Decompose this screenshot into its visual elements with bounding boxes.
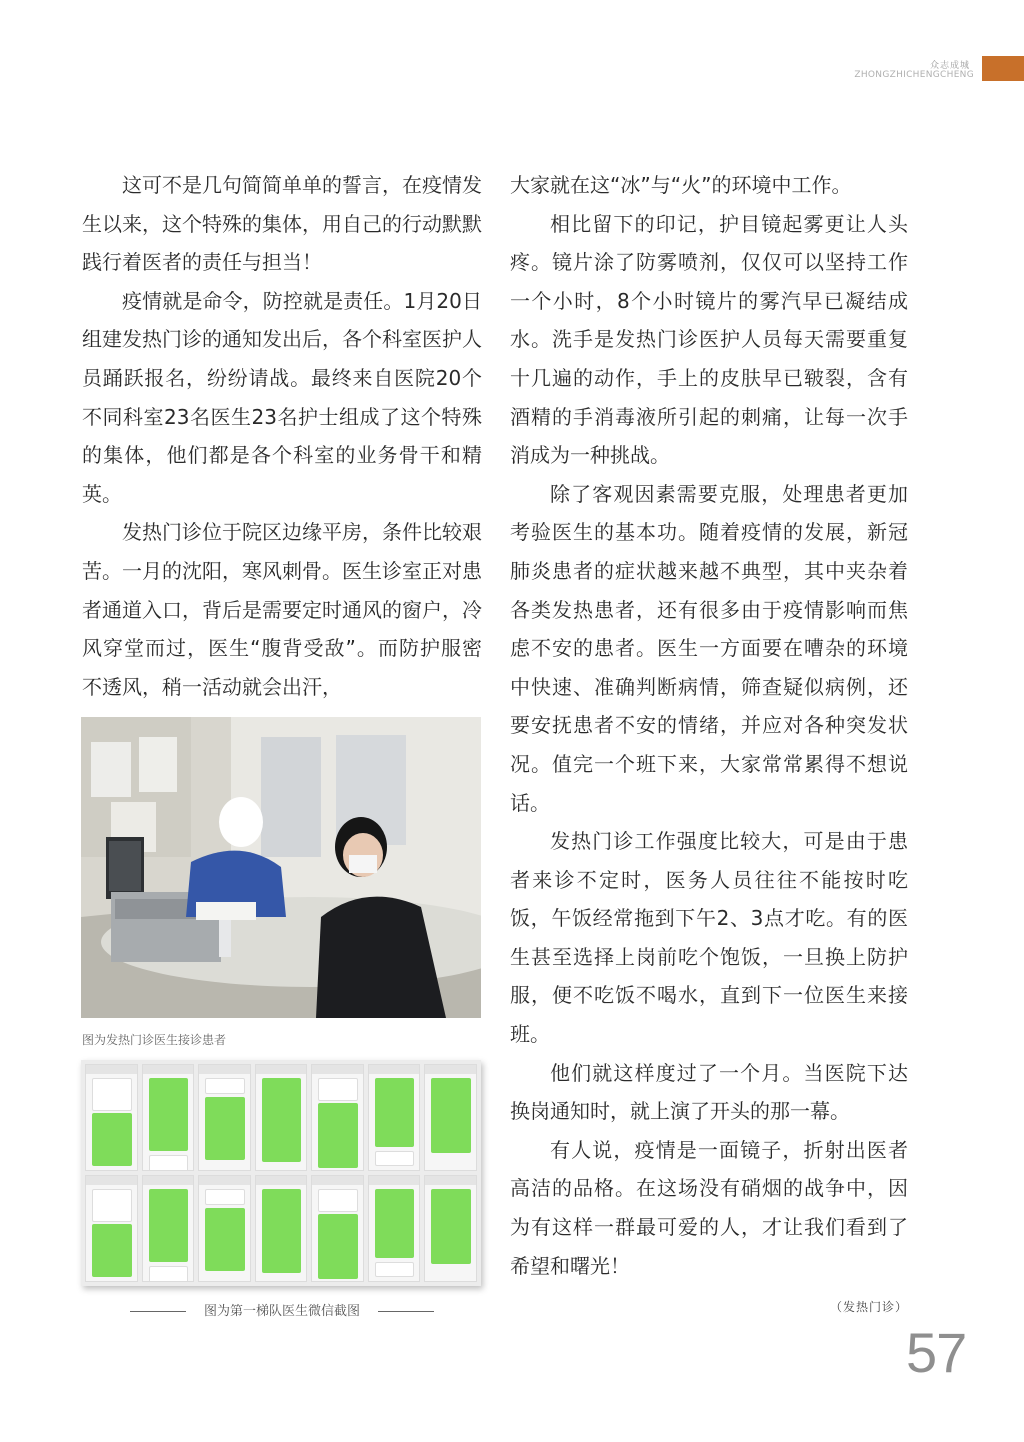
article-source: （发热门诊） [830,1300,909,1314]
wechat-screenshots-collage [81,1060,481,1286]
screenshots-caption-line [82,1300,482,1319]
paragraph: 有人说，疫情是一面镜子，折射出医者高洁的品格。在这场没有硝烟的战争中，因为有这样一群最可爱的人，才让我们看到了希望和曙光！ [510,1137,908,1278]
paragraph: 这可不是几句简简单单的誓言，在疫情发生以来，这个特殊的集体，用自己的行动默默践行着医者的责任与担当！ [82,173,482,275]
page-number: 57 [906,1321,967,1384]
paragraph: 发热门诊位于院区边缘平房，条件比较艰苦。一月的沈阳，寒风刺骨。医生诊室正对患者通道入口，背后是需要定时通风的窗户，冷风穿堂而过，医生“腹背受敌”。而防护服密不透风，稍一活动就会出汗， [82,520,482,699]
paragraph: 疫情就是命令，防控就是责任。1月20日组建发热门诊的通知发出后，各个科室医护人员踊跃报名，纷纷请战。最终来自医院20个不同科室23名医生23名护士组成了这个特殊的集体，他们都是各个科室的业务骨干和精英。 [82,288,482,506]
chat-screenshot [198,1175,251,1282]
left-text-column [82,166,482,706]
chat-screenshot [142,1064,195,1171]
chat-screenshot [198,1064,251,1171]
header-section-subtitle: ZHONGZHICHENGCHENG [854,70,974,80]
screenshots-caption: 图为第一梯队医生微信截图 [203,1304,360,1319]
paragraph: 相比留下的印记，护目镜起雾更让人头疼。镜片涂了防雾喷剂，仅仅可以坚持工作一个小时，8个小时镜片的雾汽早已凝结成水。洗手是发热门诊医护人员每天需要重复十几遍的动作，手上的皮肤早已皲裂，含有酒精的手消毒液所引起的刺痛，让每一次手消成为一种挑战。 [510,211,908,468]
chat-screenshot [85,1175,138,1282]
chat-screenshot [142,1175,195,1282]
chat-screenshot [368,1064,421,1171]
caption-dash-right [378,1311,434,1312]
photo-caption: 图为发热门诊医生接诊患者 [82,1033,227,1047]
photo-doctor-with-patient [81,717,481,1018]
chat-screenshot [368,1175,421,1282]
chat-screenshot [424,1175,477,1282]
chat-screenshot [255,1175,308,1282]
clinic-scene-illustration [81,717,481,1018]
chat-screenshot [85,1064,138,1171]
paragraph: 发热门诊工作强度比较大，可是由于患者来诊不定时，医务人员往往不能按时吃饭，午饭经常拖到下午2、3点才吃。有的医生甚至选择上岗前吃个饱饭，一旦换上防护服，便不吃饭不喝水，直到下一位医生来接班。 [510,829,908,1047]
right-text-column [510,166,908,1285]
paragraph: 除了客观因素需要克服，处理患者更加考验医生的基本功。随着疫情的发展，新冠肺炎患者的症状越来越不典型，其中夹杂着各类发热患者，还有很多由于疫情影响而焦虑不安的患者。医生一方面要在嘈杂的环境中快速、准确判断病情，筛查疑似病例，还要安抚患者不安的情绪，并应对各种突发状况。值完一个班下来，大家常常累得不想说话。 [510,481,908,815]
chat-screenshot [311,1175,364,1282]
screenshot-grid [85,1064,477,1282]
chat-screenshot [255,1064,308,1171]
paragraph: 大家就在这“冰”与“火”的环境中工作。 [510,173,852,197]
caption-dash-left [130,1311,186,1312]
paragraph: 他们就这样度过了一个月。当医院下达换岗通知时，就上演了开头的那一幕。 [510,1060,908,1124]
chat-screenshot [311,1064,364,1171]
chat-screenshot [424,1064,477,1171]
header-section-title: 众志成城 [929,61,970,71]
header-accent-bar [982,56,1024,81]
